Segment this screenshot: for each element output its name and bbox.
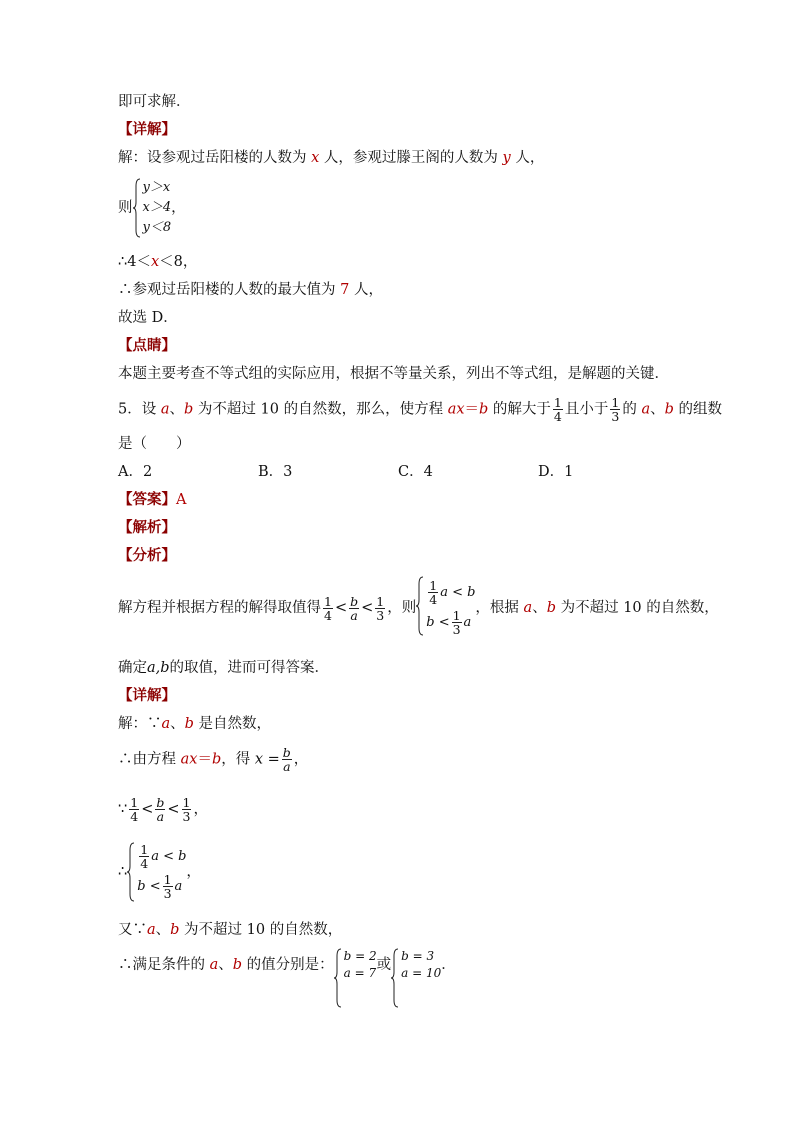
result-line (118, 948, 456, 982)
denominator: a (350, 607, 358, 623)
numerator: b (156, 795, 165, 810)
text: ＜8， (159, 254, 198, 270)
brace-icon (416, 576, 424, 636)
text: 人，参观过滕王阁的人数为 (319, 150, 503, 166)
var-ax: ax (447, 401, 465, 418)
numerator: 1 (429, 578, 438, 593)
section-tag-analysis (118, 518, 176, 538)
text: ＝ (197, 751, 212, 768)
text: 、 (532, 600, 547, 616)
system-row (426, 608, 475, 638)
fraction (375, 595, 385, 622)
denominator: 4 (130, 809, 139, 824)
text: 解：设参观过岳阳楼的人数为 (118, 150, 312, 166)
denominator: 3 (182, 809, 191, 824)
system-row: a = 7 (343, 966, 377, 980)
question-5 (118, 396, 722, 423)
fraction (129, 796, 139, 823)
text: 人， (349, 282, 383, 298)
denominator: 3 (163, 886, 172, 901)
fraction (323, 595, 333, 622)
solution-system (334, 948, 377, 982)
text: 是自然数， (193, 716, 272, 732)
denominator: 4 (324, 607, 332, 623)
text: ， (193, 801, 208, 818)
fraction (349, 595, 359, 622)
brace-icon (334, 948, 342, 1008)
text: a < b (151, 849, 187, 864)
system-row (137, 842, 186, 872)
var-y: y (502, 150, 511, 166)
text-line (118, 746, 308, 773)
text: x = (254, 751, 280, 768)
text-line (118, 658, 329, 678)
inequality-system (416, 576, 475, 640)
analysis-line (118, 576, 719, 640)
text: < (167, 801, 180, 818)
text: b < (426, 615, 450, 630)
text: ∵ (118, 801, 128, 818)
text: 为不超过 10 的自然数， (179, 922, 343, 938)
var-b: b (232, 957, 243, 973)
numerator: 1 (130, 795, 139, 810)
option-b: B．3 (258, 464, 293, 480)
denominator: a (156, 809, 165, 824)
section-tag-detail2 (118, 686, 176, 706)
text: 、 (650, 401, 665, 418)
numerator: 1 (452, 608, 461, 623)
numerator: 1 (163, 872, 172, 887)
brace-icon (127, 842, 135, 902)
inequality-system (133, 178, 172, 238)
text: ， (171, 200, 186, 216)
text: 解方程并根据方程的解得取值得 (118, 600, 321, 616)
brace-icon (391, 948, 399, 1008)
solution-system (391, 948, 441, 982)
text: 的取值，进而可得答案． (169, 660, 330, 676)
tag-text: 【点睛】 (118, 337, 176, 354)
inequality-system (127, 842, 186, 902)
numerator: 1 (376, 593, 385, 609)
text: a (463, 615, 472, 630)
text-line (118, 796, 208, 823)
text: 本题主要考查不等式组的实际应用，根据不等量关系，列出不等式组，是解题的关键． (118, 366, 669, 382)
tag-text: 【详解】 (118, 121, 176, 138)
text: ∴由方程 (118, 751, 181, 768)
system-row (137, 872, 186, 902)
text: 或 (376, 957, 392, 973)
text: ，根据 (475, 600, 524, 616)
system-row (426, 578, 475, 608)
var-a: a (209, 957, 219, 973)
text: 、 (155, 922, 171, 938)
text: ，得 (221, 751, 255, 768)
section-tag-detail (118, 120, 176, 140)
var-b: b (479, 401, 489, 418)
fraction (139, 843, 149, 870)
fraction (428, 579, 438, 606)
text: 即可求解． (118, 94, 191, 110)
option-c: C．4 (398, 464, 433, 480)
text: 的组数 (673, 401, 722, 418)
text: ＝ (464, 401, 480, 418)
answer-line (118, 490, 186, 510)
text-line (118, 920, 342, 940)
text: 又∵ (118, 922, 147, 938)
var-x: x (150, 254, 160, 270)
text: ∴ (118, 864, 128, 880)
numerator: b (350, 593, 359, 609)
text: 人， (510, 150, 545, 166)
numerator: 1 (553, 395, 562, 410)
denominator: 4 (553, 409, 562, 424)
text: ， (293, 751, 309, 768)
text: ∴4＜ (118, 254, 151, 270)
text-line (118, 364, 669, 384)
text: ∴满足条件的 (118, 957, 210, 973)
fraction (610, 396, 620, 423)
tag-text: 【答案】 (118, 491, 176, 508)
var-a: a (147, 922, 156, 938)
tag-text: 【解析】 (118, 519, 176, 536)
text: < (141, 801, 154, 818)
text-line (118, 434, 191, 454)
text: 则 (118, 200, 133, 216)
denominator: 3 (611, 409, 620, 424)
fraction (155, 796, 165, 823)
system-row: y＜8 (142, 220, 172, 235)
var-x: x (311, 150, 320, 166)
text: ∴参观过岳阳楼的人数的最大值为 (118, 282, 341, 298)
tag-text: 【分析】 (118, 547, 176, 564)
text: ． (441, 957, 456, 973)
var-b: b (211, 751, 222, 768)
text: ， (186, 864, 201, 880)
solution-line (118, 148, 544, 168)
var-b: b (546, 600, 556, 616)
var-b: b (184, 401, 194, 418)
text: 的解大于 (488, 401, 551, 418)
denominator: 3 (376, 607, 385, 623)
value: 7 (340, 282, 350, 298)
answer-value: A (176, 492, 187, 508)
system-row: y＞x (142, 180, 171, 195)
text: 为不超过 10 的自然数， (555, 600, 719, 616)
text: 的 (622, 401, 642, 418)
numerator: 1 (611, 395, 620, 410)
var-ax: ax (180, 751, 198, 768)
tag-text: 【详解】 (118, 687, 176, 704)
text: ，则 (387, 600, 417, 616)
text: < (361, 600, 374, 616)
text-line (118, 92, 191, 112)
fraction (163, 873, 173, 900)
system-row: b = 2 (343, 949, 377, 963)
text: 的值分别是： (242, 957, 334, 973)
denominator: 4 (140, 856, 149, 871)
brace-icon (133, 178, 141, 238)
numerator: 1 (140, 842, 149, 857)
text: a (174, 879, 183, 894)
var-b: b (184, 716, 194, 732)
var-a: a (160, 401, 170, 418)
text-line (118, 714, 271, 734)
fraction (452, 609, 462, 636)
section-tag-comment (118, 336, 176, 356)
var-b: b (170, 922, 180, 938)
numerator: 1 (182, 795, 191, 810)
text-line (118, 308, 178, 328)
system-row: b = 3 (401, 949, 435, 963)
var-a: a (523, 600, 533, 616)
inequality-system-line (118, 178, 186, 238)
numerator: 1 (324, 593, 332, 609)
section-tag-analysis2 (118, 546, 176, 566)
text: 故选 D． (118, 310, 178, 326)
var-a: a (641, 401, 651, 418)
text: < (334, 600, 348, 616)
text-line (118, 252, 197, 272)
fraction (282, 746, 292, 773)
option-d: D．1 (538, 464, 574, 480)
text: 确定 (118, 660, 147, 676)
text: 且小于 (564, 401, 609, 418)
denominator: a (283, 759, 291, 774)
text: a < b (440, 585, 476, 600)
text: 为不超过 10 的自然数，那么，使方程 (193, 401, 448, 418)
options-row (118, 462, 678, 482)
denominator: 4 (429, 592, 438, 607)
var-a: a (161, 716, 171, 732)
text: 是（ ） (118, 436, 191, 452)
text: b < (137, 879, 161, 894)
fraction (553, 396, 563, 423)
system-row: a = 10 (401, 966, 442, 980)
text: 、 (218, 957, 233, 973)
var-b: b (664, 401, 674, 418)
var-ab: a,b (147, 660, 170, 676)
fraction (182, 796, 192, 823)
system-row: x＞4 (142, 200, 172, 215)
text: 、 (170, 716, 185, 732)
denominator: 3 (452, 622, 461, 637)
option-a: A．2 (118, 464, 153, 480)
text: 、 (169, 401, 184, 418)
text: 解：∵ (118, 716, 162, 732)
inequality-system-line (118, 842, 201, 902)
text-line (118, 280, 383, 300)
numerator: b (282, 745, 291, 760)
text: 5．设 (118, 401, 161, 418)
